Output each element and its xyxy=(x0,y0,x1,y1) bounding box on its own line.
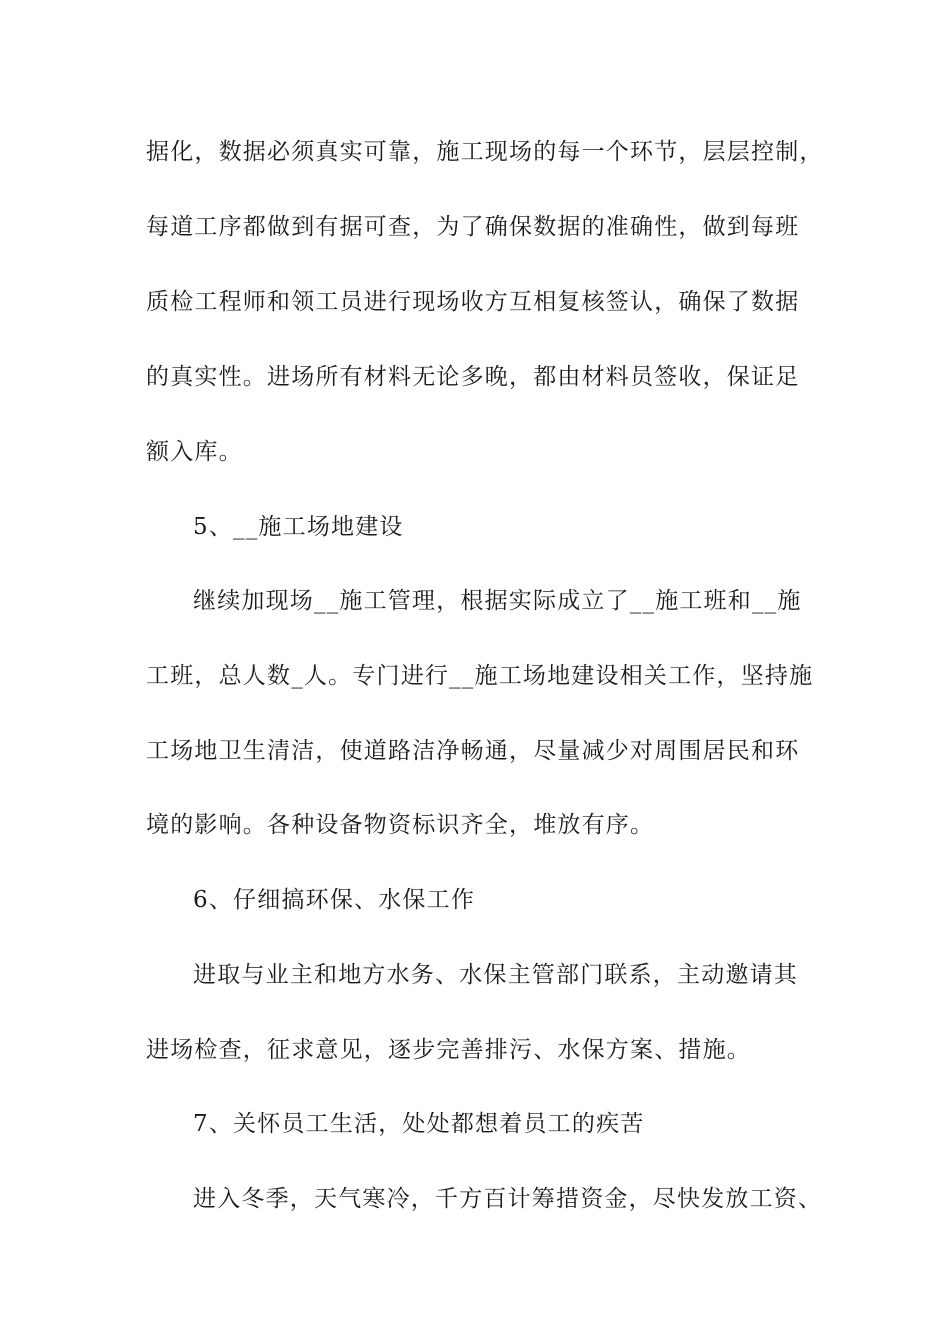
paragraph-line: 工场地卫生清洁，使道路洁净畅通，尽量减少对周围居民和环 xyxy=(146,738,800,764)
section-heading: 7、关怀员工生活，处处都想着员工的疾苦 xyxy=(193,1111,645,1137)
paragraph-line: 境的影响。各种设备物资标识齐全，堆放有序。 xyxy=(146,812,655,838)
paragraph-line: 质检工程师和领工员进行现场收方互相复核签认，确保了数据 xyxy=(146,289,800,315)
section-heading: 6、仔细搞环保、水保工作 xyxy=(193,887,476,913)
paragraph-line: 每道工序都做到有据可查，为了确保数据的准确性，做到每班 xyxy=(146,214,800,240)
paragraph-line: 额入库。 xyxy=(146,439,243,465)
paragraph-line: 进入冬季，天气寒冷，千方百计筹措资金，尽快发放工资、 xyxy=(193,1186,823,1212)
paragraph-line: 继续加现场__施工管理，根据实际成立了__施工班和__施 xyxy=(193,588,802,614)
paragraph-line: 进场检查，征求意见，逐步完善排污、水保方案、措施。 xyxy=(146,1037,751,1063)
paragraph-line: 的真实性。进场所有材料无论多晚，都由材料员签收，保证足 xyxy=(146,364,800,390)
paragraph-line: 据化，数据必须真实可靠，施工现场的每一个环节，层层控制， xyxy=(146,139,824,165)
section-heading: 5、__施工场地建设 xyxy=(193,514,404,540)
paragraph-line: 工班，总人数_人。专门进行__施工场地建设相关工作，坚持施 xyxy=(146,663,814,689)
paragraph-line: 进取与业主和地方水务、水保主管部门联系，主动邀请其 xyxy=(193,962,798,988)
